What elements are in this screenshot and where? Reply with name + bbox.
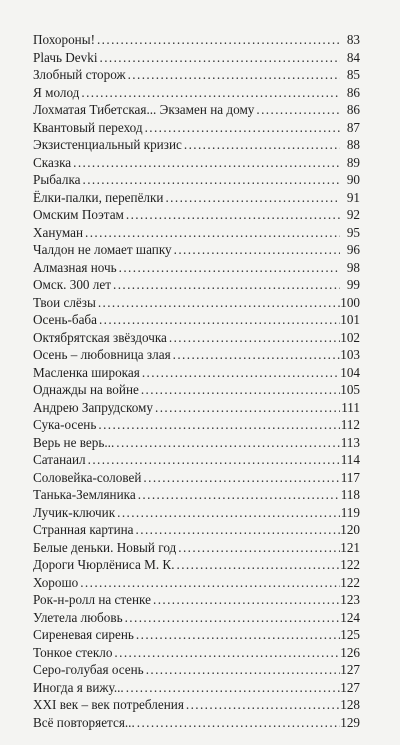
toc-entry-title: Омск. 300 лет [33,277,111,292]
toc-entry-title: Октябрятская звёздочка [33,329,167,345]
toc-entry-page-number: 126 [340,644,360,660]
toc-entry-page-number: 127 [340,679,360,695]
dot-leader [254,101,340,119]
dot-leader [182,136,340,154]
toc-entry-page-number: 119 [340,504,360,520]
toc-entry [33,591,360,609]
dot-leader [96,294,340,312]
toc-entry-title: Рыбалка [33,172,81,187]
toc-entry-page-number: 100 [340,294,360,310]
toc-entry-title: Странная картина [33,522,134,537]
toc-entry-title: Plачь Devki [33,49,98,65]
toc-entry-title: Белые деньки. Новый год [33,539,177,555]
toc-entry-page-number: 96 [346,242,360,257]
toc-entry-title: Сиреневая сирень [33,627,134,642]
toc-entry [33,84,360,102]
toc-entry [33,224,360,242]
toc-entry-page-number: 129 [340,714,360,730]
dot-leader [153,399,340,417]
toc-entry [33,206,360,224]
dot-leader [139,381,340,399]
toc-entry-page-number: 98 [346,259,360,275]
toc-entry-title: Злобный сторож [33,67,126,82]
toc-entry-title: Андрею Запрудскому [33,399,153,415]
toc-entry [33,241,360,259]
dot-leader [112,644,340,662]
dot-leader [134,626,340,644]
toc-entry-title: Омским Поэтам [33,207,124,222]
dot-leader [136,486,340,504]
toc-entry [33,346,360,364]
toc-entry-title: Хорошо [33,574,79,590]
toc-entry [33,434,360,452]
dot-leader [135,714,340,732]
dot-leader [86,451,340,469]
table-of-contents [33,31,360,731]
dot-leader [71,154,340,172]
toc-entry-title: Осень – любовница злая [33,347,171,362]
toc-entry-title: Иногда я вижу... [33,679,124,695]
toc-entry-title: Я молод [33,84,80,100]
toc-entry [33,119,360,137]
toc-entry-page-number: 124 [340,609,360,625]
toc-entry-page-number: 121 [340,539,360,555]
toc-entry [33,311,360,329]
toc-entry-title: Экзистенциальный кризис [33,137,182,152]
dot-leader [184,696,340,714]
toc-entry-page-number: 102 [340,329,360,345]
toc-entry-page-number: 120 [340,522,360,537]
toc-entry [33,101,360,119]
toc-entry-page-number: 89 [346,154,360,170]
toc-entry-page-number: 103 [340,347,360,362]
toc-entry [33,486,360,504]
toc-entry-page-number: 122 [340,574,360,590]
toc-entry-title: Соловейка-соловей [33,469,142,485]
toc-entry-page-number: 122 [340,557,360,572]
toc-entry-page-number: 118 [340,487,360,502]
toc-entry [33,31,360,49]
dot-leader [163,189,340,207]
dot-leader [96,416,340,434]
toc-entry-page-number: 88 [346,137,360,152]
toc-entry [33,521,360,539]
toc-entry-page-number: 86 [346,84,360,100]
toc-entry-title: Осень-баба [33,312,97,327]
toc-entry-title: Всё повторяется... [33,714,135,730]
toc-entry-title: Похороны! [33,32,95,47]
dot-leader [115,504,340,522]
dot-leader [124,206,340,224]
toc-entry-title: Квантовый переход [33,119,143,135]
toc-entry-title: Однажды на войне [33,382,139,397]
toc-entry-page-number: 125 [340,627,360,642]
toc-entry-page-number: 86 [346,102,360,117]
toc-entry [33,294,360,312]
toc-entry-title: Сука-осень [33,417,97,432]
dot-leader [167,329,340,347]
toc-entry-page-number: 90 [346,172,360,187]
dot-leader [151,591,340,609]
toc-entry-page-number: 113 [340,434,360,450]
toc-entry [33,66,360,84]
toc-entry [33,171,360,189]
toc-entry-page-number: 92 [346,207,360,222]
toc-entry-title: Хануман [33,224,84,240]
toc-entry [33,136,360,154]
dot-leader [111,276,340,294]
dot-leader [78,574,340,592]
toc-entry [33,556,360,574]
toc-entry-page-number: 87 [346,119,360,135]
toc-entry-page-number: 117 [340,469,360,485]
dot-leader [143,119,340,137]
toc-entry [33,661,360,679]
dot-leader [124,679,340,697]
toc-entry-page-number: 112 [340,417,360,432]
toc-entry-page-number: 83 [346,32,360,47]
dot-leader [114,434,340,452]
toc-entry-page-number: 84 [346,49,360,65]
dot-leader [175,556,340,574]
toc-entry-page-number: 101 [340,312,360,327]
toc-entry-page-number: 127 [340,662,360,677]
dot-leader [176,539,340,557]
toc-entry [33,644,360,662]
toc-entry-page-number: 111 [341,399,360,415]
toc-entry-page-number: 105 [340,382,360,397]
toc-entry-title: Верь не верь... [33,434,115,450]
dot-leader [95,31,340,49]
toc-entry [33,714,360,732]
toc-entry-page-number: 114 [340,452,360,467]
toc-entry-title: Серо-голубая осень [33,662,144,677]
toc-entry [33,469,360,487]
toc-entry-title: Рок-н-ролл на стенке [33,592,151,607]
toc-entry-title: Лохматая Тибетская... Экзамен на дому [33,102,255,117]
toc-entry [33,189,360,207]
dot-leader [141,469,340,487]
toc-entry [33,504,360,522]
toc-entry [33,626,360,644]
toc-entry-page-number: 128 [340,697,360,712]
dot-leader [126,66,340,84]
toc-entry [33,399,360,417]
toc-entry-title: Тонкое стекло [33,644,113,660]
toc-entry-title: Масленка широкая [33,364,140,380]
dot-leader [123,609,340,627]
toc-entry-title: XXI век – век потребления [33,697,184,712]
dot-leader [171,346,340,364]
dot-leader [98,49,341,67]
toc-entry [33,574,360,592]
toc-entry-page-number: 104 [340,364,360,380]
dot-leader [172,241,340,259]
dot-leader [97,311,340,329]
toc-entry-title: Сатанаил [33,452,86,467]
dot-leader [81,171,340,189]
toc-entry-page-number: 99 [346,277,360,292]
toc-entry [33,451,360,469]
toc-entry [33,609,360,627]
toc-entry-title: Танька-Земляника [33,487,136,502]
toc-entry [33,696,360,714]
toc-entry [33,539,360,557]
toc-entry-page-number: 85 [346,67,360,82]
toc-entry [33,154,360,172]
toc-entry [33,49,360,67]
toc-entry-title: Алмазная ночь [33,259,117,275]
toc-entry [33,381,360,399]
dot-leader [140,364,340,382]
toc-entry [33,259,360,277]
toc-entry-page-number: 91 [346,189,360,205]
dot-leader [144,661,340,679]
dot-leader [117,259,340,277]
toc-entry-title: Твои слёзы [33,294,96,310]
toc-entry-title: Дороги Чюрлёниса М. К. [33,557,175,572]
toc-entry [33,416,360,434]
toc-entry [33,329,360,347]
dot-leader [79,84,340,102]
toc-entry-title: Чалдон не ломает шапку [33,242,172,257]
toc-entry [33,679,360,697]
dot-leader [134,521,340,539]
dot-leader [83,224,340,242]
toc-entry-page-number: 123 [340,592,360,607]
toc-entry-title: Сказка [33,154,72,170]
toc-entry-page-number: 95 [346,224,360,240]
toc-entry-title: Улетела любовь [33,609,123,625]
toc-entry [33,276,360,294]
toc-entry-title: Ёлки-палки, перепёлки [33,189,164,205]
toc-entry [33,364,360,382]
toc-entry-title: Лучик-ключик [33,504,116,520]
